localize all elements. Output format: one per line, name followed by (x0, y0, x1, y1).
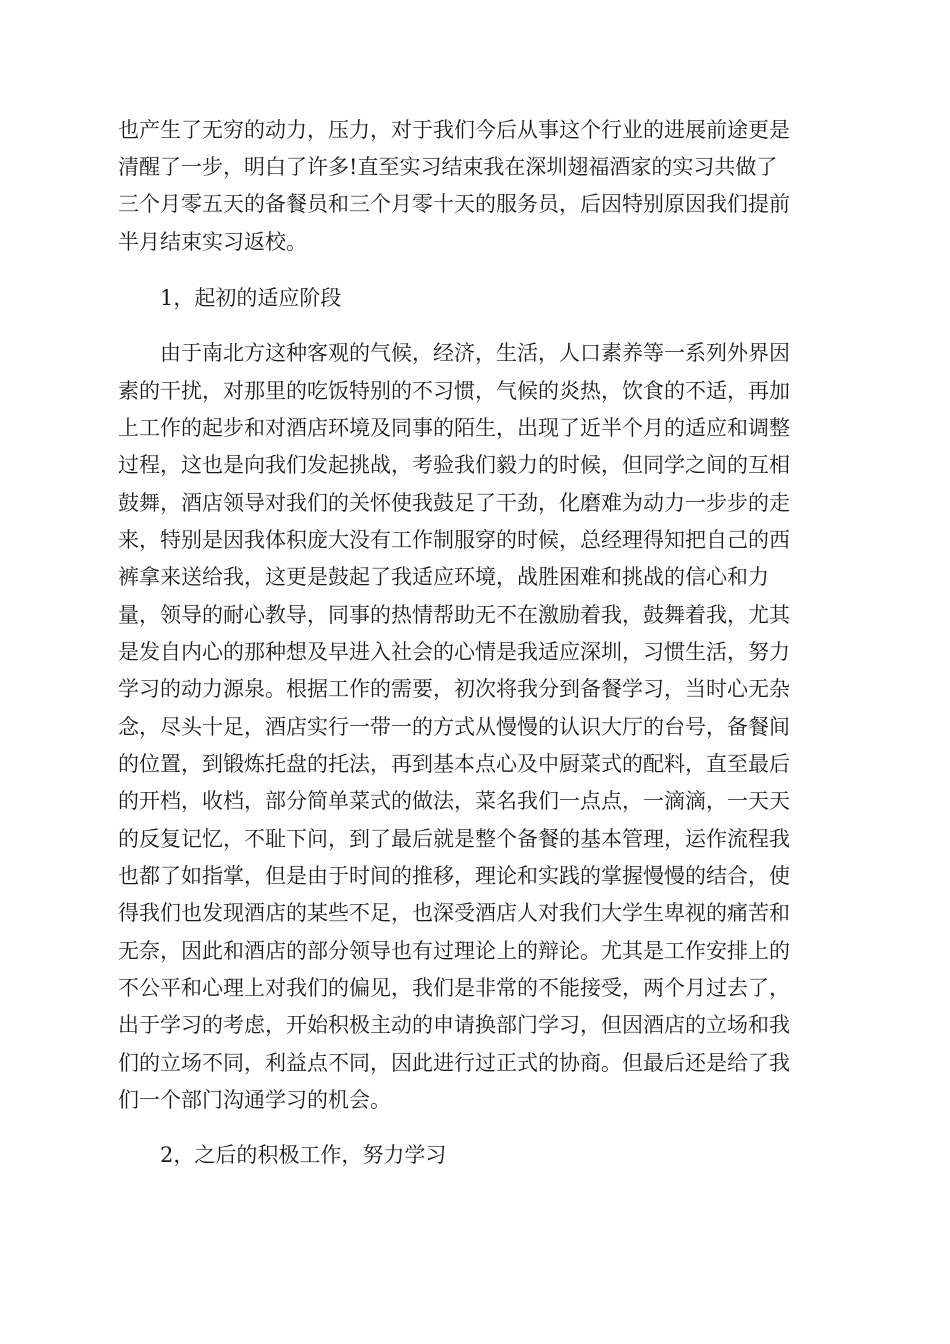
text-line: 们的立场不同，利益点不同，因此进行过正式的协商。但最后还是给了我 (118, 1051, 790, 1075)
text-line: 无奈，因此和酒店的部分领导也有过理论上的辩论。尤其是工作安排上的 (118, 939, 790, 963)
text-line: 过程，这也是向我们发起挑战，考验我们毅力的时候，但同学之间的互相 (118, 453, 790, 477)
text-line: 清醒了一步，明白了许多!直至实习结束我在深圳翅福酒家的实习共做了 (118, 155, 778, 179)
text-line: 出于学习的考虑，开始积极主动的申请换部门学习，但因酒店的立场和我 (118, 1013, 790, 1037)
text-line: 的反复记忆，不耻下问，到了最后就是整个备餐的基本管理，运作流程我 (118, 827, 790, 851)
text-line: 是发自内心的那种想及早进入社会的心情是我适应深圳，习惯生活，努力 (118, 640, 790, 664)
text-line: 也产生了无穷的动力，压力，对于我们今后从事这个行业的进展前途更是 (118, 118, 790, 142)
text-line: 裤拿来送给我，这更是鼓起了我适应环境，战胜困难和挑战的信心和力 (118, 565, 769, 589)
section-heading-1: 1，起初的适应阶段 (160, 286, 342, 310)
text-line: 量，领导的耐心教导，同事的热情帮助无不在激励着我，鼓舞着我，尤其 (118, 603, 790, 627)
text-line: 学习的动力源泉。根据工作的需要，初次将我分到备餐学习，当时心无杂 (118, 677, 790, 701)
text-line: 来，特别是因我体积庞大没有工作制服穿的时候，总经理得知把自己的西 (118, 528, 790, 552)
text-line: 得我们也发现酒店的某些不足，也深受酒店人对我们大学生卑视的痛苦和 (118, 901, 790, 925)
text-line: 由于南北方这种客观的气候，经济，生活，人口素养等一系列外界因 (118, 341, 790, 365)
text-line: 们一个部门沟通学习的机会。 (118, 1088, 391, 1112)
text-line: 三个月零五天的备餐员和三个月零十天的服务员，后因特别原因我们提前 (118, 192, 790, 216)
section-heading-2: 2，之后的积极工作，努力学习 (160, 1143, 447, 1167)
text-line: 也都了如指掌，但是由于时间的推移，理论和实践的掌握慢慢的结合，使 (118, 864, 790, 888)
text-line: 上工作的起步和对酒店环境及同事的陌生，出现了近半个月的适应和调整 (118, 416, 790, 440)
text-line: 素的干扰，对那里的吃饭特别的不习惯，气候的炎热，饮食的不适，再加 (118, 379, 790, 403)
text-line: 念，尽头十足，酒店实行一带一的方式从慢慢的认识大厅的台号，备餐间 (118, 715, 790, 739)
text-line: 的位置，到锻炼托盘的托法，再到基本点心及中厨菜式的配料，直至最后 (118, 752, 790, 776)
text-line: 半月结束实习返校。 (118, 230, 307, 254)
text-line: 鼓舞，酒店领导对我们的关怀使我鼓足了干劲，化磨难为动力一步步的走 (118, 491, 790, 515)
text-line: 不公平和心理上对我们的偏见，我们是非常的不能接受，两个月过去了， (118, 976, 790, 1000)
text-line: 的开档，收档，部分简单菜式的做法，菜名我们一点点，一滴滴，一天天 (118, 789, 790, 813)
